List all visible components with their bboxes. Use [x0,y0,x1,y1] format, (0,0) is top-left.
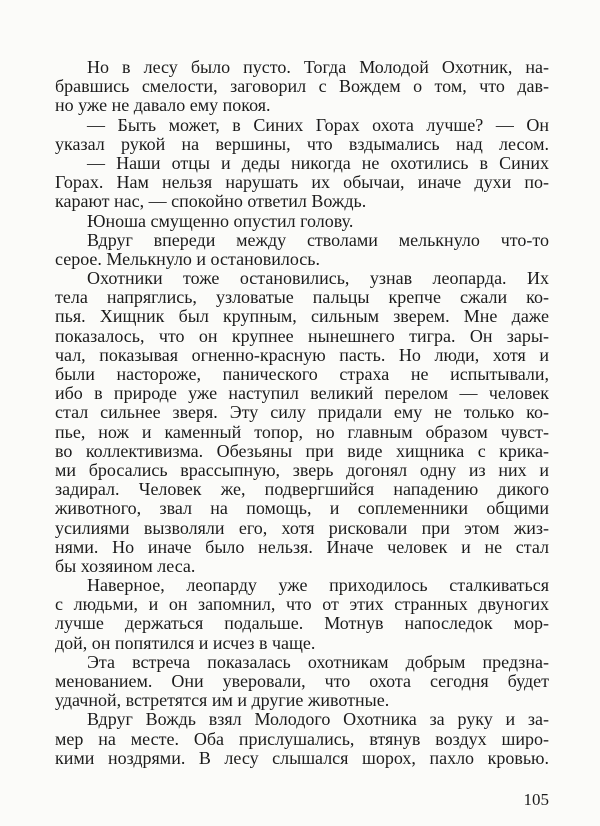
text-line: Вдруг впереди между стволами мелькнуло что-то [87,229,549,250]
text-line: указал рукой на вершины, что вздымались над лесом. [55,133,549,154]
text-line: — Быть может, в Синих Горах охота лучше? — Он [87,114,549,135]
text-line: были настороже, панического страха не испытывали, [55,364,549,384]
text-line: кими ноздрями. В лесу слышался шорох, пахло кровью. [55,747,549,768]
text-line: бы хозяином леса. [55,555,196,576]
book-page-text [55,58,549,768]
text-line: Но в лесу было пусто. Тогда Молодой Охотник, на- [87,57,549,77]
text-line: мер на месте. Оба прислушались, втянув воздух широ- [55,728,549,749]
text-line: показалось, что он крупнее нынешнего тигра. Он зары- [55,325,549,346]
text-line: пье, нож и каменный топор, но главным образом чувст- [55,421,549,442]
text-line: Охотники тоже остановились, узнав леопарда. Их [87,268,549,289]
page-number: 105 [523,790,549,809]
text-line: усилиями вызволяли его, хотя рисковали при этом жиз- [55,517,549,538]
text-line: животного, звал на помощь, и соплеменники общими [55,498,549,519]
text-line: карают нас, — спокойно ответил Вождь. [55,191,367,212]
text-line: Наверное, леопарду уже приходилось сталкиваться [87,575,549,596]
text-line: менованием. Они уверовали, что охота сегодня будет [55,671,549,691]
text-line: ми бросались врассыпную, зверь догонял одну из них и [55,459,549,480]
text-line: бравшись смелости, заговорил с Вождем о том, что дав- [55,76,549,97]
text-line: нями. Но иначе было нельзя. Иначе человек и не стал [55,536,549,557]
text-line: лучше держаться подальше. Мотнув напоследок мор- [55,613,549,634]
text-line: — Наши отцы и деды никогда не охотились в Синих [87,152,549,173]
text-line: во коллективизма. Обезьяны при виде хищника с крика- [55,440,549,461]
text-line: Горах. Нам нельзя нарушать их обычаи, иначе духи по- [55,172,549,193]
text-line: пья. Хищник был крупным, сильным зверем. Мне даже [55,306,549,327]
text-line: дой, он попятился и исчез в чаще. [55,632,316,653]
text-line: тела напряглись, узловатые пальцы крепче сжали ко- [55,287,549,308]
text-line: серое. Мелькнуло и остановилось. [55,248,320,269]
text-line: удачной, встретятся им и другие животные. [55,690,390,711]
text-line: Юноша смущенно опустил голову. [87,210,354,231]
text-line: чал, показывая огненно-красную пасть. Но люди, хотя и [55,344,549,365]
text-line: задирал. Человек же, подвергшийся нападению дикого [55,479,549,500]
text-line: Эта встреча показалась охотникам добрым предзна- [87,651,549,672]
text-line: ибо в природе уже наступил великий перелом — человек [55,383,549,404]
text-line: Вдруг Вождь взял Молодого Охотника за руку и за- [87,709,549,730]
text-line: но уже не давало ему покоя. [55,95,271,116]
text-line: стал сильнее зверя. Эту силу придали ему не только ко- [55,402,549,423]
text-line: с людьми, и он запомнил, что от этих странных двуногих [55,594,549,615]
